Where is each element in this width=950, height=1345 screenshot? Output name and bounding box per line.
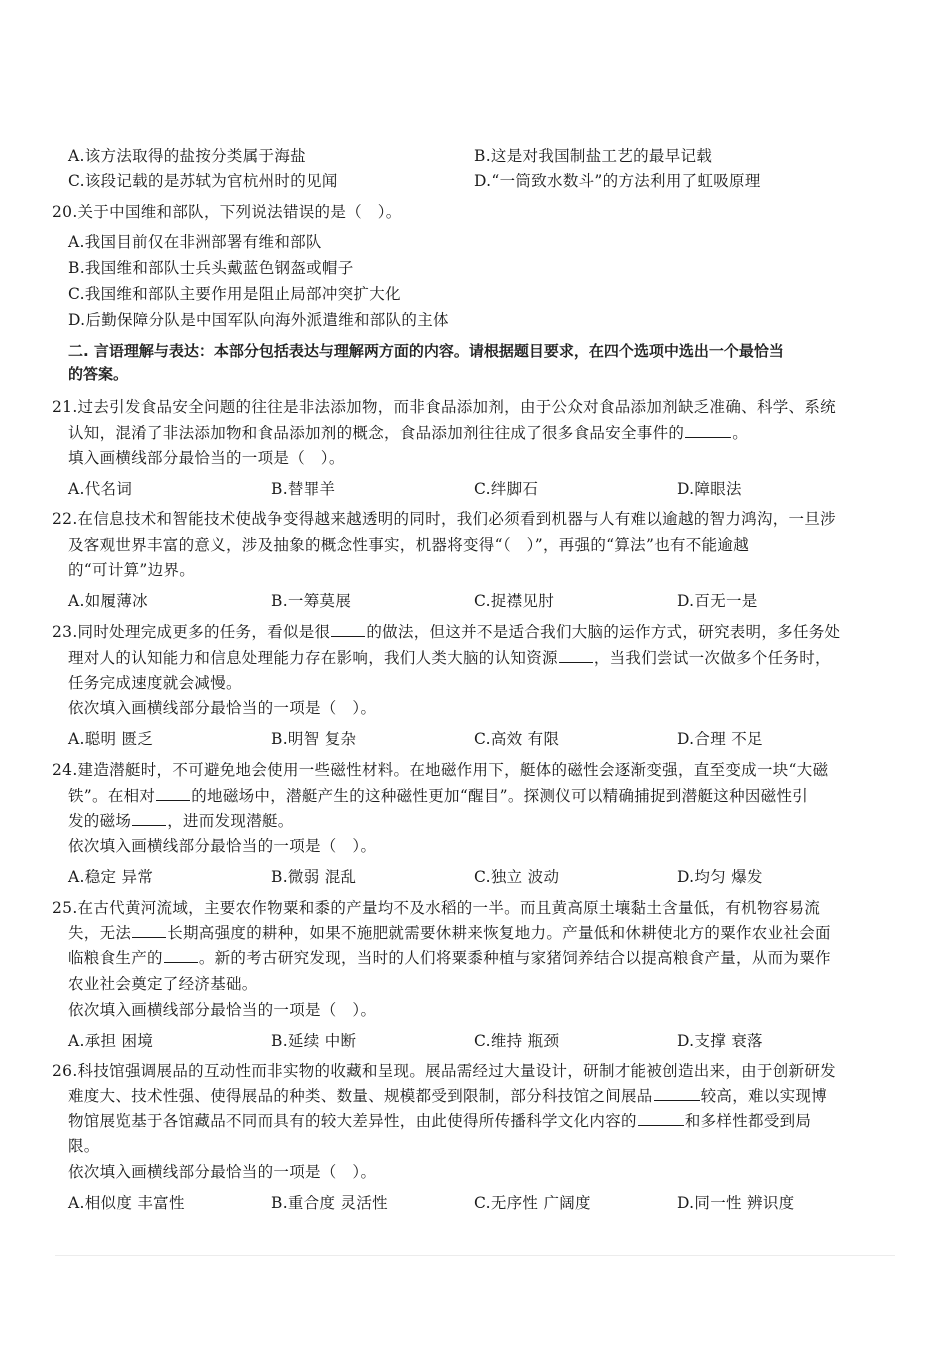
q26-line1: 26.科技馆强调展品的互动性而非实物的收藏和呈现。展品需经过大量设计，研制才能被创造出来，由于创新研发 — [52, 1062, 836, 1080]
q23-line2 — [68, 647, 831, 669]
q21-prompt: 填入画横线部分最恰当的一项是（ ）。 — [68, 449, 345, 467]
q20-option-a: A.我国目前仅在非洲部署有维和部队 — [68, 233, 322, 251]
q26-line3 — [68, 1110, 811, 1132]
q25-line3 — [68, 947, 831, 969]
q20-option-d: D.后勤保障分队是中国军队向海外派遣维和部队的主体 — [68, 311, 449, 329]
q24-option-c: C.独立 波动 — [474, 868, 560, 886]
q23-option-b: B.明智 复杂 — [271, 730, 357, 748]
q21-option-d: D.障眼法 — [677, 480, 742, 498]
q24-line2-a: 铁”。在相对 — [68, 787, 156, 805]
q21-line2-end: 。 — [732, 424, 749, 442]
q23-line1 — [52, 621, 840, 643]
q21-option-b: B.替罪羊 — [271, 480, 336, 498]
q22-line3: 的“可计算”边界。 — [68, 561, 196, 579]
q20-option-c: C.我国维和部队主要作用是阻止局部冲突扩大化 — [68, 285, 401, 303]
q22-option-c: C.捉襟见肘 — [474, 592, 555, 610]
q23-option-d: D.合理 不足 — [677, 730, 763, 748]
q26-line2-b: 较高，难以实现博 — [700, 1087, 828, 1105]
q26-line2-a: 难度大、技术性强、使得展品的种类、数量、规模都受到限制，部分科技馆之间展品 — [68, 1087, 653, 1105]
answer-blank — [132, 922, 166, 938]
section-heading — [68, 340, 888, 386]
q23-option-a: A.聪明 匮乏 — [68, 730, 154, 748]
q23-line2-b: ，当我们尝试一次做多个任务时， — [593, 649, 831, 667]
q24-option-b: B.微弱 混乱 — [271, 868, 357, 886]
answer-blank — [685, 422, 731, 438]
q26-prompt: 依次填入画横线部分最恰当的一项是（ ）。 — [68, 1163, 377, 1181]
answer-blank — [132, 810, 166, 826]
section-heading-line2: 的答案。 — [68, 365, 129, 383]
q22-line1: 22.在信息技术和智能技术使战争变得越来越透明的同时，我们必须看到机器与人有难以逾越的智力鸿沟，一旦涉 — [52, 510, 836, 528]
q23-line2-a: 理对人的认知能力和信息处理能力存在影响，我们人类大脑的认知资源 — [68, 649, 558, 667]
q26-line3-b: 和多样性都受到局 — [684, 1112, 812, 1130]
answer-blank — [638, 1110, 684, 1126]
q22-option-d: D.百无一是 — [677, 592, 758, 610]
answer-blank — [654, 1085, 700, 1101]
q21-line1: 21.过去引发食品安全问题的往往是非法添加物，而非食品添加剂，由于公众对食品添加剂缺乏准确、科学、系统 — [52, 398, 836, 416]
q23-option-c: C.高效 有限 — [474, 730, 560, 748]
q21-option-a: A.代名词 — [68, 480, 133, 498]
q19-option-a: A.该方法取得的盐按分类属于海盐 — [68, 147, 306, 165]
q24-line3-a: 发的磁场 — [68, 812, 132, 830]
q25-line2-a: 失，无法 — [68, 924, 132, 942]
q25-prompt: 依次填入画横线部分最恰当的一项是（ ）。 — [68, 1001, 377, 1019]
q26-line4: 限。 — [68, 1137, 100, 1155]
q24-line2-b: 的地磁场中，潜艇产生的这种磁性更加“醒目”。探测仪可以精确捕捉到潜艇这种因磁性引 — [191, 787, 809, 805]
q19-option-d: D.“一筒致水数斗”的方法利用了虹吸原理 — [474, 172, 761, 190]
q20-stem: 20.关于中国维和部队，下列说法错误的是（ ）。 — [52, 203, 402, 221]
q19-option-c: C.该段记载的是苏轼为官杭州时的见闻 — [68, 172, 338, 190]
section-heading-line1: 二. 言语理解与表达：本部分包括表达与理解两方面的内容。请根据题目要求，在四个选项中选出一个最恰当 — [68, 342, 784, 360]
q24-option-d: D.均匀 爆发 — [677, 868, 763, 886]
q23-line1-b: 的做法，但这并不是适合我们大脑的运作方式，研究表明，多任务处 — [366, 623, 841, 641]
q23-prompt: 依次填入画横线部分最恰当的一项是（ ）。 — [68, 699, 377, 717]
answer-blank — [331, 621, 365, 637]
q25-line4: 农业社会奠定了经济基础。 — [68, 975, 258, 993]
q25-line3-a: 临粮食生产的 — [68, 949, 163, 967]
q24-line2 — [68, 785, 808, 807]
q23-line1-a: 23.同时处理完成更多的任务，看似是很 — [52, 623, 331, 641]
q26-option-a: A.相似度 丰富性 — [68, 1194, 185, 1212]
q24-option-a: A.稳定 异常 — [68, 868, 154, 886]
q25-line2-b: 长期高强度的耕种，如果不施肥就需要休耕来恢复地力。产量低和休耕使北方的粟作农业社会面 — [167, 924, 831, 942]
q25-option-b: B.延续 中断 — [271, 1032, 357, 1050]
q21-line2 — [68, 422, 748, 444]
q25-line2 — [68, 922, 831, 944]
q25-option-d: D.支撑 衰落 — [677, 1032, 763, 1050]
q24-line1: 24.建造潜艇时，不可避免地会使用一些磁性材料。在地磁作用下，艇体的磁性会逐渐变强，直至变成一块“大磁 — [52, 761, 829, 779]
q26-option-c: C.无序性 广阔度 — [474, 1194, 591, 1212]
q22-line2: 及客观世界丰富的意义，涉及抽象的概念性事实，机器将变得“（ ）”，再强的“算法”也有不能逾越 — [68, 536, 749, 554]
q24-line3-b: ，进而发现潜艇。 — [167, 812, 294, 830]
q23-line3: 任务完成速度就会减慢。 — [68, 674, 242, 692]
q26-option-b: B.重合度 灵活性 — [271, 1194, 388, 1212]
page-divider — [55, 1255, 895, 1256]
answer-blank — [559, 647, 593, 663]
q24-prompt: 依次填入画横线部分最恰当的一项是（ ）。 — [68, 837, 377, 855]
q26-option-d: D.同一性 辨识度 — [677, 1194, 795, 1212]
q21-line2-text: 认知，混淆了非法添加物和食品添加剂的概念，食品添加剂往往成了很多食品安全事件的 — [68, 424, 685, 442]
q22-option-b: B.一筹莫展 — [271, 592, 352, 610]
answer-blank — [156, 785, 190, 801]
q26-line3-a: 物馆展览基于各馆藏品不同而具有的较大差异性，由此使得所传播科学文化内容的 — [68, 1112, 637, 1130]
q24-line3 — [68, 810, 294, 832]
q19-option-b: B.这是对我国制盐工艺的最早记载 — [474, 147, 713, 165]
q25-line3-b: 。新的考古研究发现，当时的人们将粟黍种植与家猪饲养结合以提高粮食产量，从而为粟作 — [198, 949, 831, 967]
q25-option-c: C.维持 瓶颈 — [474, 1032, 560, 1050]
q25-line1: 25.在古代黄河流域，主要农作物粟和黍的产量均不及水稻的一半。而且黄高原土壤黏土含量低，有机物容易流 — [52, 899, 821, 917]
q25-option-a: A.承担 困境 — [68, 1032, 154, 1050]
answer-blank — [164, 947, 198, 963]
q22-option-a: A.如履薄冰 — [68, 592, 148, 610]
q21-option-c: C.绊脚石 — [474, 480, 539, 498]
q26-line2 — [68, 1085, 827, 1107]
q20-option-b: B.我国维和部队士兵头戴蓝色钢盔或帽子 — [68, 259, 354, 277]
